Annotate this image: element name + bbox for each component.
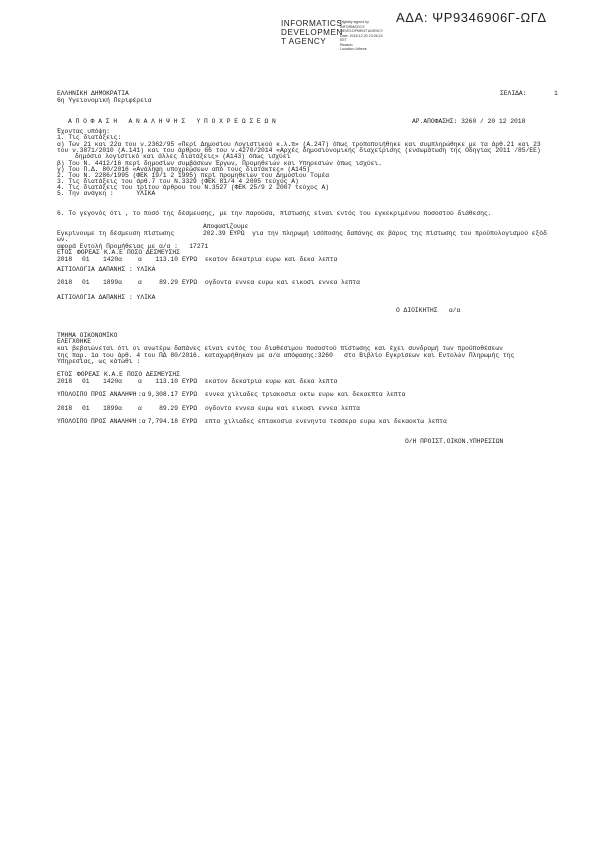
row-amount: 113.10 bbox=[155, 378, 178, 385]
row-year: 2018 bbox=[57, 405, 73, 412]
consideration-line: β) Του Ν. 4412/16 περί δημοσίων συμβάσεων Έργων, Προμηθειών και Υπηρεσιών όπως ισχύει. bbox=[57, 160, 382, 167]
remaining-amount-words: επτα χιλιαδες επτακοσια ενενηντα τεσσερα ευρω και δεκαοκτω λεπτα bbox=[205, 418, 447, 425]
row-kae: 1420α bbox=[103, 378, 122, 385]
consideration-line: 1. Τις διατάξεις: bbox=[57, 134, 122, 141]
row-amount-words: εκατον δεκατρια ευρω και δεκα λεπτα bbox=[205, 378, 338, 385]
remaining-balance-row bbox=[0, 391, 595, 398]
row-agency: 01 bbox=[82, 405, 90, 412]
finance-statement-line: και βεβαιώνεται ότι οι ανωτέρω δαπάνες είναι εντός του διαθέσιμου ποσοστού πίστωσης και έχει συνδρομή των προϋποθέσεων bbox=[57, 345, 503, 352]
row-marker: α bbox=[138, 378, 142, 385]
row-year: 2018 bbox=[57, 378, 73, 385]
reason-value: : ΥΛΙΚΑ bbox=[129, 294, 156, 301]
stamp-detail-line: Digitally signed by bbox=[340, 20, 369, 24]
row-kae: 1899α bbox=[103, 405, 122, 412]
stamp-org-line: T AGENCY bbox=[281, 37, 327, 46]
digital-signature-stamp bbox=[281, 19, 401, 55]
finance-department: ΤΜΗΜΑ ΟΙΚΟΝΟΜΙΚΟ bbox=[57, 332, 118, 339]
header-agency: ΦΟΡΕΑΣ bbox=[77, 371, 100, 378]
consideration-line: α) Των 21 και 22α του ν.2362/95 «Περί Δημοσίου Λογιστικού κ.λ.π» (Α.247) όπως τροποποιήθηκε και συμπληρώθηκε με τα άρθ.21 και 23 bbox=[57, 141, 541, 148]
row-currency: ΕΥΡΩ bbox=[182, 378, 198, 385]
consideration-line: του ν.3871/2010 (Α.141) και του άρθρου 66 του ν.4270/2014 «Αρχές δημοσιονομικής διαχείρισης (ενσωμάτωση της Οδηγίας 2011 /85/ΕΕ) bbox=[57, 147, 541, 154]
remaining-balance-row bbox=[0, 418, 595, 425]
finance-head-signatory: Ο/Η ΠΡΟΙΣΤ.ΟΙΚΟΝ.ΥΠΗΡΕΣΙΩΝ bbox=[405, 438, 504, 445]
row-marker: α bbox=[138, 256, 142, 263]
consideration-line: 3. Τις διατάξεις του άρθ.7 του Ν.3329 (ΦΕΚ 81/4 4 2005 τεύχος Α) bbox=[57, 178, 299, 185]
header-kae: Κ.Α.Ε bbox=[104, 371, 123, 378]
page-number: 1 bbox=[554, 90, 558, 97]
finance-statement-line: Υπηρεσίας, ως κάτωθι : bbox=[57, 358, 141, 365]
consideration-line: 4. Τις διατάξεις του τρίτου άρθρου του Ν.3527 (ΦΕΚ 25/9 2 2007 τεύχος Α) bbox=[57, 184, 330, 191]
resolution-heading: Αποφασίζουμε bbox=[203, 223, 249, 230]
stamp-detail-line: INFORMATICS bbox=[340, 24, 365, 29]
row-agency: 01 bbox=[82, 256, 90, 263]
remaining-label: ΥΠΟΛΟΙΠΟ ΠΡΟΣ ΑΝΑΛΗΨΗ bbox=[57, 418, 137, 425]
header-year: ΕΤΟΣ bbox=[57, 371, 73, 378]
remaining-amount-words: εννεα χιλιαδες τριακοσια οκτω ευρω και δεκαεπτα λεπτα bbox=[205, 391, 406, 398]
row-kae: 1420α bbox=[103, 256, 122, 263]
commitment-row bbox=[0, 256, 595, 263]
consideration-line: 5. Την ανάγκη : ΥΛΙΚΑ bbox=[57, 190, 156, 197]
stamp-detail-line: DEVELOPMENT AGENCY bbox=[340, 29, 384, 33]
remaining-amount: 9,308.17 bbox=[147, 391, 178, 398]
expense-reason-row bbox=[0, 294, 595, 301]
header-amount: ΠΟΣΟ ΔΕΣΜΕΥΣΗΣ bbox=[127, 249, 180, 256]
row-currency: ΕΥΡΩ bbox=[182, 405, 198, 412]
consideration-line: γ) Του Π.Δ. 80/2016 «Ανάληψη υποχρεώσεων από τους διατάκτες» (Α145) bbox=[57, 166, 311, 173]
row-year: 2018 bbox=[57, 279, 73, 286]
stamp-detail-line: Date: 2018.12.20 13:26:24 bbox=[340, 33, 383, 38]
remaining-currency: ΕΥΡΩ bbox=[182, 391, 198, 398]
row-amount-words: ογδοντα εννεα ευρω και εικοσι εννεα λεπτα bbox=[205, 279, 360, 286]
finance-statement-line: της παρ. 1α του άρθ. 4 του ΠΔ 80/2016. καταχωρήθηκαν με α/α απόφασης:3260 στο Βιβλίο Εγκρίσεων και Εντολών Πληρωμής της bbox=[57, 352, 515, 359]
row-amount: 113.10 bbox=[155, 256, 178, 263]
stamp-detail-line: Location: Athens bbox=[340, 47, 367, 51]
approved-amount-text-continued: ων. bbox=[57, 236, 69, 243]
page-label: ΣΕΛΙΔΑ: bbox=[500, 90, 527, 97]
stamp-org-line: INFORMATICS bbox=[281, 19, 343, 28]
consideration-line: δημόσιο λογιστικό και άλλες διατάξεις» (Α143) όπως ισχύει bbox=[75, 153, 291, 160]
consideration-line: 2. Του Ν. 2286/1995 (ΦΕΚ 19/1 2 1995) περί προμηθειών του Δημοσίου Τομέα bbox=[57, 172, 330, 179]
row-amount-words: ογδοντα εννεα ευρω και εικοσι εννεα λεπτα bbox=[205, 405, 360, 412]
commitment-table-header bbox=[0, 249, 595, 256]
approve-label: Εγκρίνουμε τη δέσμευση πίστωσης bbox=[57, 230, 175, 237]
remaining-marker: :α bbox=[138, 418, 146, 425]
finance-commitment-row bbox=[0, 405, 595, 412]
fact-statement: 6. Το γεγονός ότι , το ποσό της δέσμευσης, με την παρούσα, πίστωσης είναι εντός του εγκεκριμένου ποσοστού διάθεσης. bbox=[57, 210, 492, 217]
commitment-row bbox=[0, 279, 595, 286]
expense-reason-row bbox=[0, 266, 595, 273]
header-amount: ΠΟΣΟ ΔΕΣΜΕΥΣΗΣ bbox=[127, 371, 180, 378]
stamp-detail-line: Reason: bbox=[340, 42, 354, 47]
remaining-label: ΥΠΟΛΟΙΠΟ ΠΡΟΣ ΑΝΑΛΗΨΗ bbox=[57, 391, 137, 398]
supply-order-line: αφορά Εντολή Προμήθειας με α/α : 17271 bbox=[57, 243, 209, 250]
row-amount-words: εκατον δεκατρια ευρω και δεκα λεπτα bbox=[205, 256, 338, 263]
stamp-details bbox=[340, 20, 383, 52]
country-name: ΕΛΛΗΝΙΚΗ ΔΗΜΟΚΡΑΤΙΑ bbox=[57, 90, 129, 97]
authority-name: 6η Υγειονομική Περιφέρεια bbox=[57, 97, 152, 104]
reason-label: ΑΙΤΙΟΛΟΓΙΑ ΔΑΠΑΝΗΣ bbox=[57, 266, 126, 273]
row-marker: α bbox=[138, 405, 142, 412]
row-agency: 01 bbox=[82, 279, 90, 286]
row-currency: ΕΥΡΩ bbox=[182, 279, 198, 286]
row-kae: 1899α bbox=[103, 279, 122, 286]
remaining-marker: :α bbox=[138, 391, 146, 398]
reason-label: ΑΙΤΙΟΛΟΓΙΑ ΔΑΠΑΝΗΣ bbox=[57, 294, 126, 301]
reason-value: : ΥΛΙΚΑ bbox=[129, 266, 156, 273]
document-title: Α Π Ο Φ Α Σ Η Α Ν Α Λ Η Ψ Η Σ Υ Π Ο Χ Ρ Ε Ω Σ Ε Ω Ν bbox=[68, 118, 276, 125]
checked-label: ΕΛΕΓΧΘΗΚΕ bbox=[57, 338, 92, 345]
remaining-currency: ΕΥΡΩ bbox=[182, 418, 198, 425]
row-amount: 89.29 bbox=[159, 279, 178, 286]
row-year: 2018 bbox=[57, 256, 73, 263]
header-year: ΕΤΟΣ bbox=[57, 249, 73, 256]
finance-commitment-row bbox=[0, 378, 595, 385]
row-amount: 89.29 bbox=[159, 405, 178, 412]
consideration-line: Έχοντας υπόψη: bbox=[57, 128, 110, 135]
row-marker: α bbox=[138, 279, 142, 286]
header-kae: Κ.Α.Ε bbox=[104, 249, 123, 256]
director-signatory: Ο ΔΙΟΙΚΗΤΗΣ α/α bbox=[396, 307, 461, 314]
header-agency: ΦΟΡΕΑΣ bbox=[77, 249, 100, 256]
finance-table-header bbox=[0, 371, 595, 378]
stamp-org-line: DEVELOPMEN bbox=[281, 28, 343, 37]
ada-code: ΑΔΑ: ΨΡ9346906Γ-ΩΓΔ bbox=[396, 10, 547, 25]
row-agency: 01 bbox=[82, 378, 90, 385]
stamp-detail-line: EET bbox=[340, 38, 347, 42]
approved-amount-text: 202.39 ΕΥΡΩ για την πληρωμή ισόποσης δαπάνης σε βάρος της πίστωσης του προϋπολογισμού εξόδ bbox=[203, 230, 547, 237]
row-currency: ΕΥΡΩ bbox=[182, 256, 198, 263]
decision-number: ΑΡ.ΑΠΟΦΑΣΗΣ: 3260 / 20 12 2018 bbox=[412, 118, 526, 125]
remaining-amount: 7,794.18 bbox=[147, 418, 178, 425]
